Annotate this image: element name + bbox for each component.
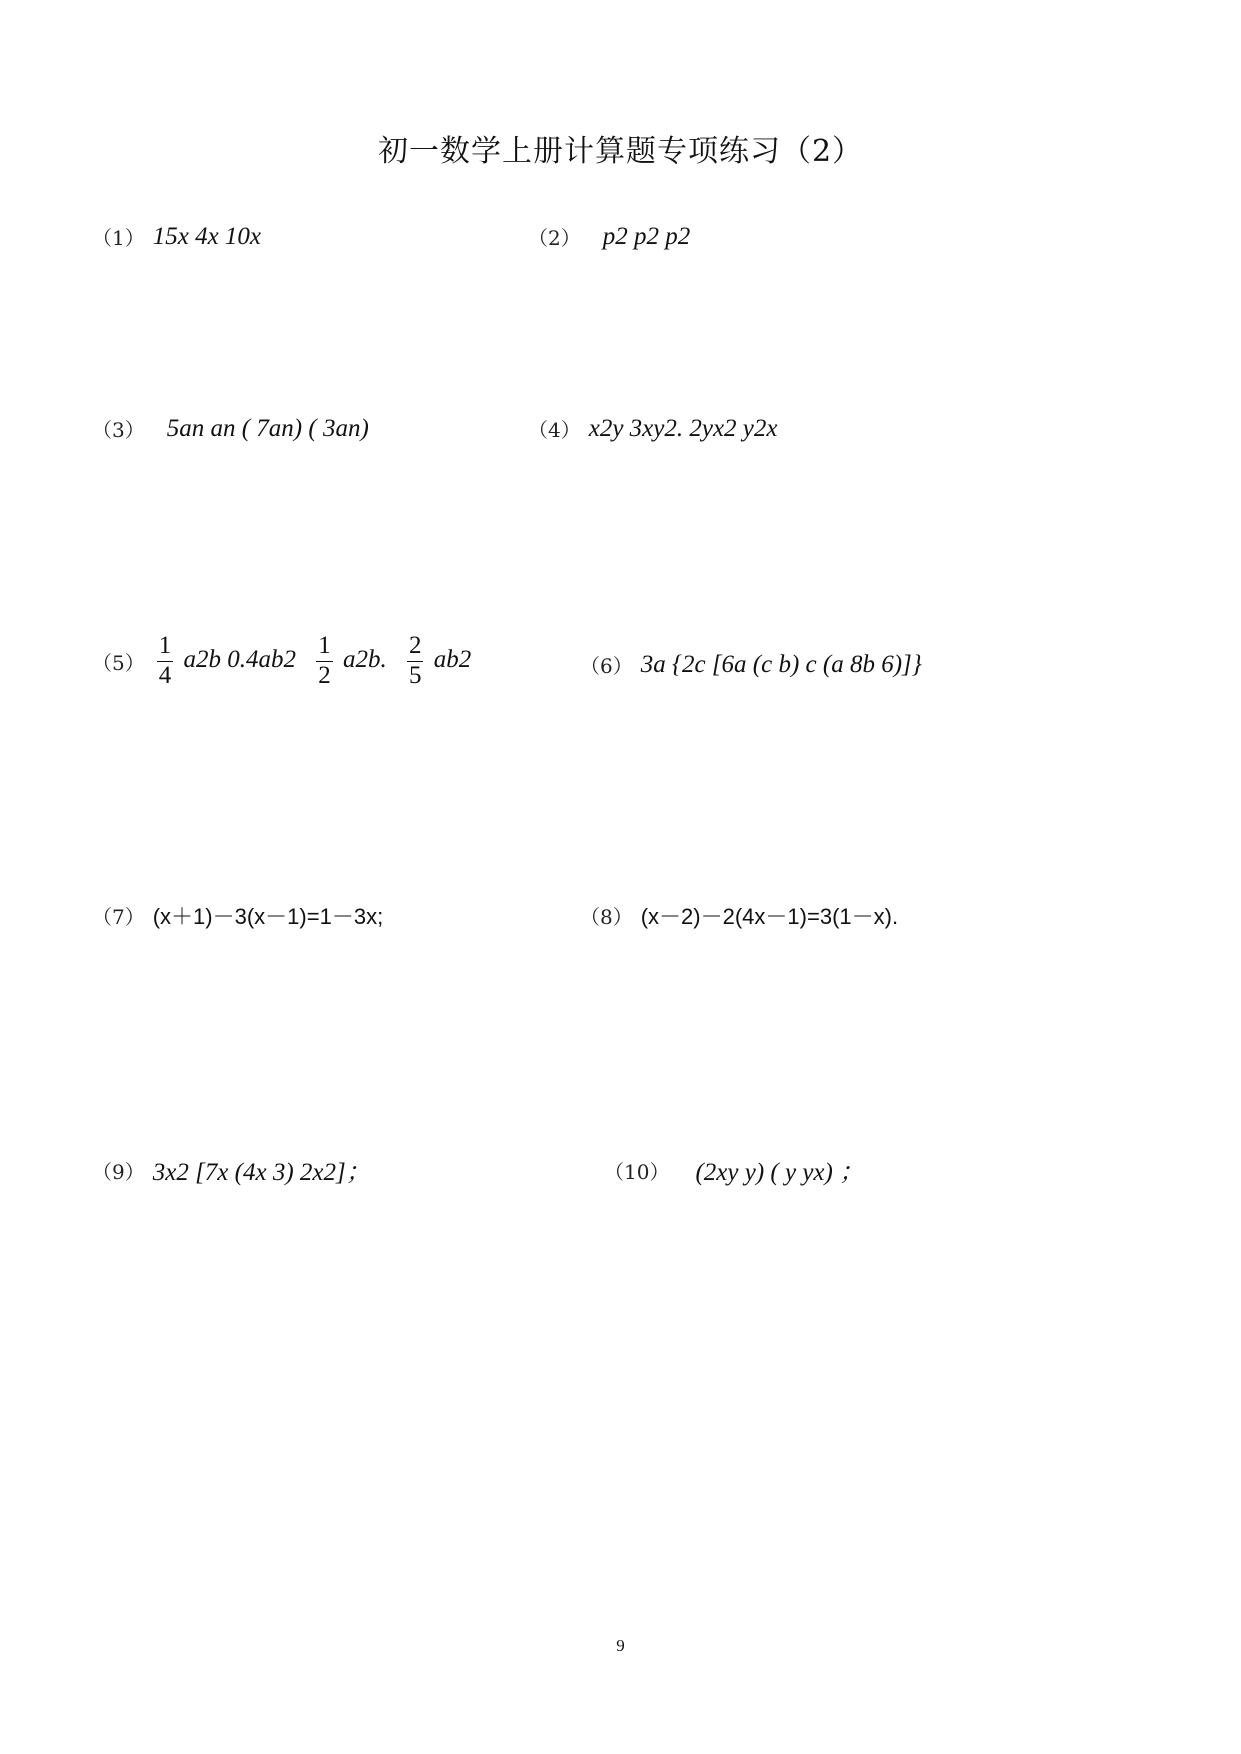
problem-6 [580, 650, 922, 679]
problem-9 [92, 1152, 371, 1188]
problem-expression-part: a2b 0.4ab2 [183, 645, 296, 673]
problem-label: （3） [92, 418, 145, 442]
problem-expression: (x－2)－2(4x－1)=3(1－x). [640, 904, 899, 929]
problem-expression: x2y 3xy2. 2yx2 y2x [588, 414, 778, 442]
fraction [157, 632, 174, 691]
fraction-denominator: 5 [408, 661, 422, 689]
problem-label: （9） [92, 1159, 145, 1184]
problem-4 [528, 414, 778, 443]
page-number: 9 [616, 1636, 625, 1655]
problem-2 [528, 222, 690, 251]
problem-expression: p2 p2 p2 [602, 222, 691, 250]
problem-expression-part: ab2 [433, 645, 472, 673]
fraction-numerator: 1 [157, 632, 174, 662]
problem-label: （10） [604, 1159, 670, 1184]
fraction [316, 632, 333, 691]
problem-label: （7） [92, 905, 145, 929]
problem-expression: (x＋1)－3(x－1)=1－3x; [152, 904, 384, 929]
problem-label: （8） [580, 905, 633, 929]
problem-1 [92, 222, 261, 251]
problem-expression: 3x2 [7x (4x 3) 2x2]； [152, 1159, 371, 1186]
problem-label: （6） [580, 654, 633, 678]
fraction-numerator: 1 [316, 632, 333, 662]
fraction-denominator: 4 [158, 661, 172, 689]
problem-10 [604, 1152, 864, 1188]
fraction [407, 632, 424, 691]
problem-label: （5） [92, 650, 145, 675]
problem-label: （1） [92, 226, 145, 250]
problem-label: （2） [528, 226, 581, 250]
problem-8 [580, 900, 898, 931]
problem-expression-part: a2b. [342, 645, 387, 673]
problem-expression: 15x 4x 10x [152, 222, 262, 250]
problem-3 [92, 414, 369, 443]
problem-expression: (2xy y) ( y yx) ； [695, 1159, 865, 1186]
fraction-denominator: 2 [318, 661, 331, 689]
problem-7 [92, 900, 383, 931]
problem-expression: 3a {2c [6a (c b) c (a 8b 6)]} [640, 650, 922, 678]
fraction-numerator: 2 [407, 632, 424, 662]
problem-5 [92, 632, 471, 691]
problem-expression: 5an an ( 7an) ( 3an) [166, 414, 369, 442]
page-title: 初一数学上册计算题专项练习（2） [377, 134, 864, 169]
problem-label: （4） [528, 418, 581, 442]
